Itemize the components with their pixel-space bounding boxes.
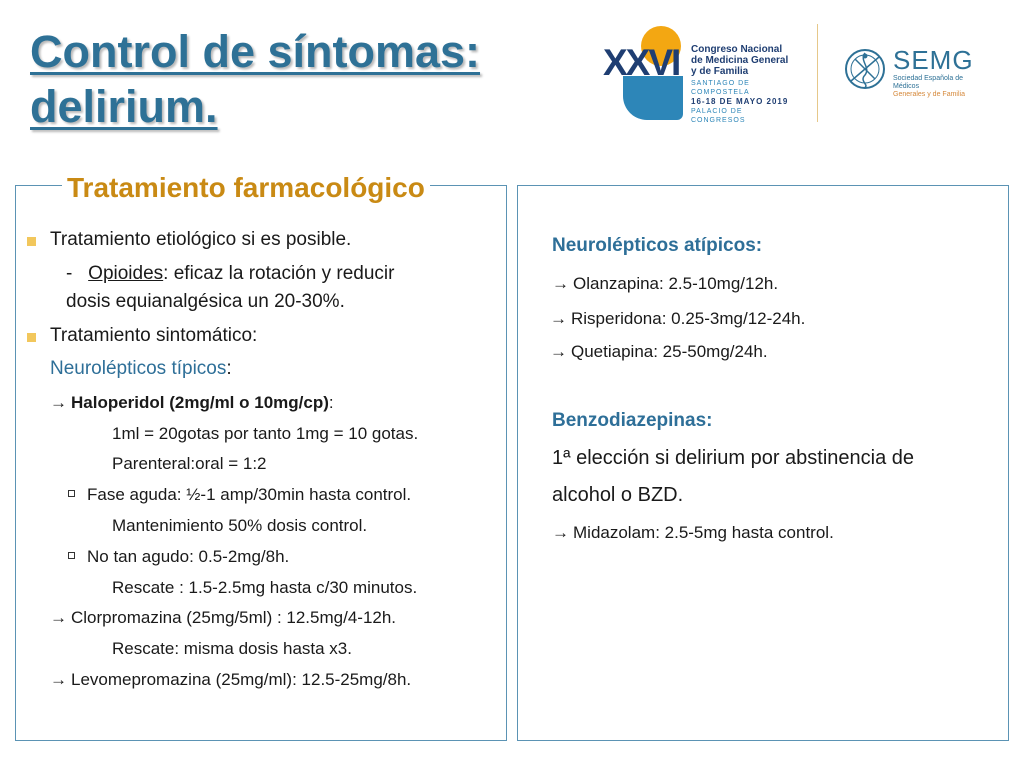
congress-numeral: XXVI	[603, 42, 680, 83]
quetiapina-line	[550, 340, 768, 364]
congress-venue: PALACIO DE CONGRESOS	[691, 108, 746, 124]
semg-logo	[843, 47, 983, 97]
left-panel-legend: Tratamiento farmacológico	[62, 171, 430, 205]
no-agudo-text: No tan agudo: 0.5-2mg/8h.	[87, 547, 290, 566]
opioides-text: : eficaz la rotación y reducir	[163, 263, 395, 284]
slide-title	[30, 24, 480, 134]
congress-name-line3: y de Familia	[691, 66, 749, 77]
typical-heading-colon: :	[226, 358, 232, 379]
semg-emblem-icon	[843, 47, 887, 91]
congress-dates: 16-18 DE MAYO 2019	[691, 97, 789, 106]
arrow-right-icon: →	[552, 274, 569, 293]
no-agudo-detail: Rescate : 1.5-2.5mg hasta c/30 minutos.	[112, 578, 418, 597]
congress-name-line1: Congreso Nacional	[691, 44, 783, 55]
small-square-bullet-icon	[68, 552, 75, 559]
opioides-line	[66, 262, 394, 286]
midazolam-text: Midazolam: 2.5-5mg hasta control.	[573, 523, 834, 542]
arrow-right-icon: →	[50, 393, 67, 412]
benzo-line2: alcohol o BZD.	[552, 484, 684, 506]
olanzapina-text: Olanzapina: 2.5-10mg/12h.	[573, 274, 779, 293]
haloperidol-colon: :	[328, 393, 334, 412]
congress-name	[691, 44, 788, 77]
typical-heading-text: Neurolépticos típicos	[50, 358, 227, 379]
arrow-right-icon: →	[552, 523, 569, 542]
midazolam-line	[552, 521, 834, 545]
slide-title-line2: delirium.	[30, 81, 218, 132]
semg-subtitle-line1: Sociedad Española de Médicos	[893, 75, 964, 90]
olanzapina-line	[552, 272, 778, 296]
arrow-right-icon: →	[50, 670, 67, 689]
levomepromazina-line	[50, 668, 411, 692]
arrow-right-icon: →	[50, 608, 67, 627]
risperidona-text: Risperidona: 0.25-3mg/12-24h.	[571, 309, 806, 328]
congress-name-line2: de Medicina General	[691, 55, 789, 66]
semg-name: SEMG	[893, 45, 974, 75]
clorpromazina-detail: Rescate: misma dosis hasta x3.	[112, 639, 352, 658]
semg-subtitle	[893, 75, 983, 99]
slide-title-line1: Control de síntomas:	[30, 26, 481, 77]
benzo-line1: 1ª elección si delirium por abstinencia de	[552, 447, 915, 469]
levomepromazina-text: Levomepromazina (25mg/ml): 12.5-25mg/8h.	[71, 670, 412, 689]
risperidona-line	[550, 307, 805, 331]
fase-aguda-detail: Mantenimiento 50% dosis control.	[112, 516, 368, 535]
no-agudo-line	[68, 545, 289, 569]
typical-heading	[50, 357, 232, 381]
congress-logo	[603, 24, 798, 124]
atypical-heading: Neurolépticos atípicos:	[552, 235, 763, 256]
congress-city: SANTIAGO DE COMPOSTELA	[691, 80, 750, 96]
clorpromazina-line	[50, 606, 396, 630]
dash: -	[66, 263, 73, 284]
semg-subtitle-line2: Generales y de Familia	[893, 91, 965, 98]
bullet-symptomatic: Tratamiento sintomático:	[50, 325, 258, 346]
opioides-line2: dosis equianalgésica un 20-30%.	[66, 291, 345, 312]
congress-details	[691, 79, 798, 125]
haloperidol-detail2: Parenteral:oral = 1:2	[112, 454, 267, 473]
opioides-term: Opioides	[88, 263, 164, 284]
arrow-right-icon: →	[550, 342, 567, 361]
haloperidol-line	[50, 391, 334, 415]
clorpromazina-text: Clorpromazina (25mg/5ml) : 12.5mg/4-12h.	[71, 608, 397, 627]
haloperidol-name: Haloperidol (2mg/ml o 10mg/cp)	[71, 393, 329, 412]
square-bullet-icon	[27, 333, 36, 342]
square-bullet-icon	[27, 237, 36, 246]
benzo-heading: Benzodiazepinas:	[552, 410, 713, 431]
bullet-etiologic: Tratamiento etiológico si es posible.	[50, 229, 352, 250]
logo-divider	[817, 24, 818, 122]
arrow-right-icon: →	[550, 309, 567, 328]
quetiapina-text: Quetiapina: 25-50mg/24h.	[571, 342, 768, 361]
fase-aguda-line	[68, 483, 411, 507]
fase-aguda-text: Fase aguda: ½-1 amp/30min hasta control.	[87, 485, 412, 504]
haloperidol-detail1: 1ml = 20gotas por tanto 1mg = 10 gotas.	[112, 424, 419, 443]
small-square-bullet-icon	[68, 490, 75, 497]
